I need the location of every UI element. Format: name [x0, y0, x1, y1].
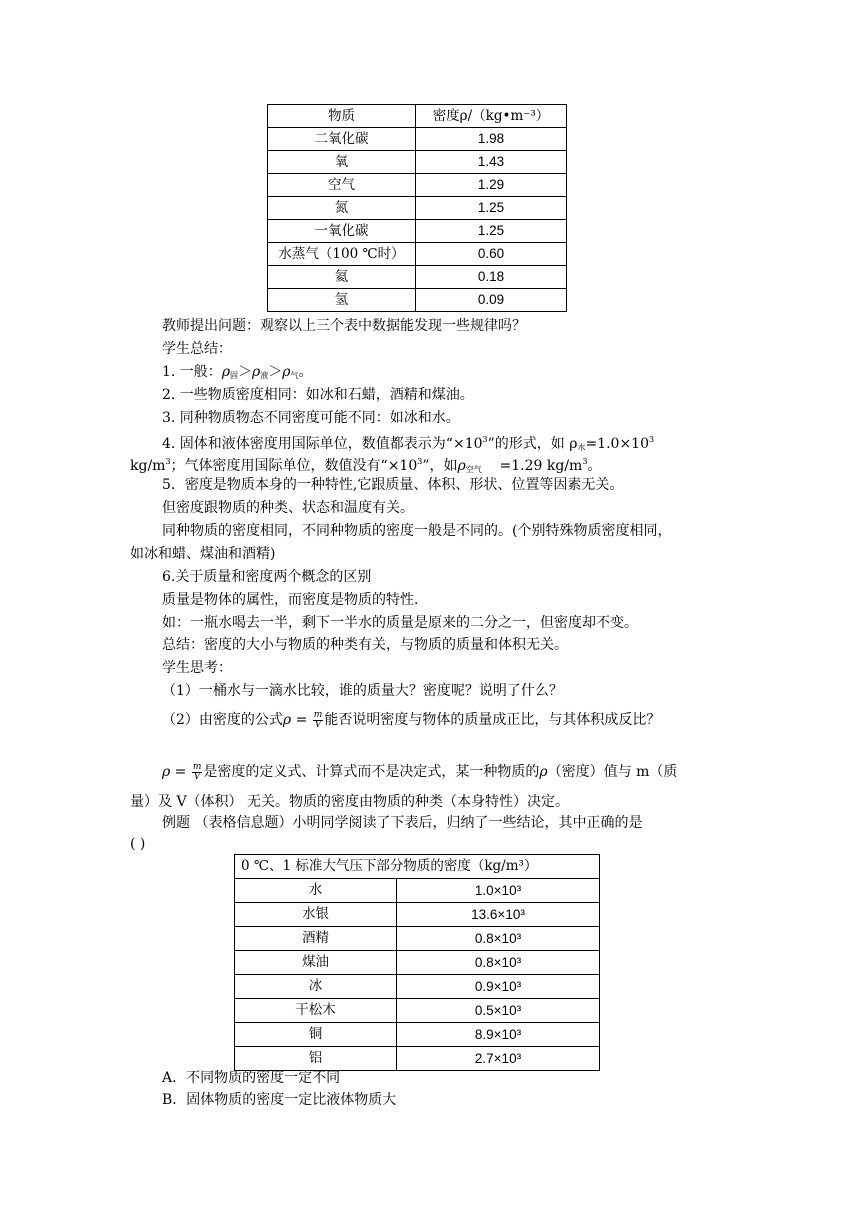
text-run: 4. 固体和液体密度用国际单位，数值都表示为“×10 — [162, 436, 483, 452]
subscript: 气 — [290, 371, 299, 380]
point-6-b: 如：一瓶水喝去一半，剩下一半水的质量是原来的二分之一，但密度却不变。 — [162, 615, 638, 631]
density-cell: 0.9×10³ — [397, 975, 600, 999]
density-cell: 2.7×10³ — [397, 1047, 600, 1071]
point-1-label: 1. 一般： — [162, 364, 222, 380]
option-b: B．固体物质的密度一定比液体物质大 — [162, 1092, 397, 1108]
table-row — [235, 999, 600, 1023]
text-run: ”，如 — [422, 458, 458, 474]
example-prompt: 例题 （表格信息题）小明同学阅读了下表后，归纳了一些结论，其中正确的是 — [162, 815, 643, 831]
numerator: m — [313, 709, 323, 720]
density-cell: 1.0×10³ — [397, 879, 600, 903]
superscript: 3 — [649, 435, 655, 444]
superscript: 3 — [165, 457, 171, 466]
substance-cell: 空气 — [268, 174, 416, 197]
table-header-row — [268, 105, 567, 128]
subscript: 空气 — [465, 465, 482, 474]
denominator: V — [193, 771, 201, 782]
definition-line-2: 量）及 V（体积） 无关。物质的密度由物质的种类（本身特性）决定。 — [130, 794, 570, 810]
superscript: 3 — [582, 457, 588, 466]
density-cell: 0.60 — [416, 243, 567, 266]
density-cell: 13.6×10³ — [397, 903, 600, 927]
header-cell: 密度ρ/（kg•m⁻³） — [416, 105, 567, 128]
substance-cell: 水银 — [235, 903, 397, 927]
rho-symbol: ρ — [457, 458, 466, 474]
equals: = — [291, 712, 312, 728]
denominator: V — [314, 719, 322, 730]
density-cell: 0.8×10³ — [397, 951, 600, 975]
point-2: 2. 一些物质密度相同：如冰和石蜡，酒精和煤油。 — [162, 387, 474, 403]
text-run: （2）由密度的公式 — [162, 712, 283, 728]
density-cell: 0.8×10³ — [397, 927, 600, 951]
table-row — [268, 128, 567, 151]
substance-cell: 水蒸气（100 ℃时） — [268, 243, 416, 266]
text-run: =1.29 kg/m — [499, 458, 583, 474]
table-row — [235, 951, 600, 975]
greater-than: ＞ — [238, 364, 253, 380]
density-cell: 1.43 — [416, 151, 567, 174]
substance-cell: 冰 — [235, 975, 397, 999]
table-caption-row — [235, 855, 600, 879]
substance-cell: 铝 — [235, 1047, 397, 1071]
answer-paren: ( ) — [130, 836, 146, 852]
table-row — [268, 220, 567, 243]
table-row — [235, 927, 600, 951]
text-run: ；气体密度用国际单位，数值没有“×10 — [170, 458, 418, 474]
table-row — [268, 151, 567, 174]
table-row — [235, 1023, 600, 1047]
text-run: 是密度的定义式、计算式而不是决定式，某一种物质的 — [203, 764, 540, 780]
definition-line-1 — [162, 762, 677, 782]
text-run: kg/m — [130, 458, 166, 474]
point-5-b: 但密度跟物质的种类、状态和温度有关。 — [162, 500, 414, 516]
subscript: 固 — [230, 371, 239, 380]
superscript: 3 — [417, 457, 423, 466]
substance-cell: 干松木 — [235, 999, 397, 1023]
point-1 — [162, 362, 313, 386]
formula-fraction — [192, 763, 203, 782]
substance-cell: 酒精 — [235, 927, 397, 951]
formula-fraction — [313, 711, 324, 730]
teacher-question: 教师提出问题：观察以上三个表中数据能发现一些规律吗？ — [162, 318, 526, 334]
density-cell: 0.09 — [416, 289, 567, 312]
table-row — [268, 197, 567, 220]
table-row — [235, 903, 600, 927]
rho-symbol: ρ — [282, 712, 292, 728]
point-6-a: 质量是物体的属性，而密度是物质的特性. — [162, 592, 419, 608]
rho-symbol: ρ — [162, 764, 171, 780]
substance-cell: 氢 — [268, 289, 416, 312]
substance-cell: 铜 — [235, 1023, 397, 1047]
subscript: 水 — [577, 443, 586, 452]
point-6-heading: 6.关于质量和密度两个概念的区别 — [162, 569, 372, 585]
density-cell: 8.9×10³ — [397, 1023, 600, 1047]
substance-cell: 氧 — [268, 151, 416, 174]
density-cell: 0.5×10³ — [397, 999, 600, 1023]
table-row — [268, 289, 567, 312]
point-6-c: 总结：密度的大小与物质的种类有关，与物质的质量和体积无关。 — [162, 637, 568, 653]
table-row — [235, 1047, 600, 1071]
point-5-c: 同种物质的密度相同，不同种物质的密度一般是不同的。(个别特殊物质密度相同， — [162, 523, 672, 539]
table-row — [235, 975, 600, 999]
substance-cell: 氦 — [268, 266, 416, 289]
table-row — [268, 243, 567, 266]
table-caption: 0 ℃、1 标准大气压下部分物质的密度（kg/m³） — [235, 855, 600, 879]
summary-title: 学生总结： — [162, 341, 232, 357]
gas-density-table — [267, 104, 567, 312]
point-3: 3. 同种物质物态不同密度可能不同：如冰和水。 — [162, 410, 460, 426]
subscript: 液 — [260, 371, 269, 380]
equals: = — [170, 764, 191, 780]
text-run: =1.0×10 — [585, 436, 649, 452]
header-cell: 物质 — [268, 105, 416, 128]
student-think: 学生思考： — [162, 660, 232, 676]
option-a: A．不同物质的密度一定不同 — [162, 1070, 341, 1086]
table-row — [268, 266, 567, 289]
density-cell: 1.25 — [416, 197, 567, 220]
rho-symbol: ρ — [221, 364, 231, 380]
substance-cell: 水 — [235, 879, 397, 903]
text-run: ”的形式，如 ρ — [487, 436, 578, 452]
substance-cell: 氮 — [268, 197, 416, 220]
rho-symbol: ρ — [539, 764, 548, 780]
rho-symbol: ρ — [282, 364, 291, 380]
density-cell: 1.98 — [416, 128, 567, 151]
point-5-d: 如冰和蜡、煤油和酒精) — [130, 546, 276, 562]
greater-than: ＞ — [268, 364, 283, 380]
question-2 — [162, 710, 660, 730]
text-run: 。 — [587, 458, 602, 474]
text-run: 能否说明密度与物体的质量成正比，与其体积成反比？ — [324, 712, 661, 728]
density-cell: 1.29 — [416, 174, 567, 197]
point-5: 5．密度是物质本身的一种特性,它跟质量、体积、形状、位置等因素无关。 — [162, 477, 624, 493]
substance-cell: 一氧化碳 — [268, 220, 416, 243]
substance-cell: 二氧化碳 — [268, 128, 416, 151]
period: 。 — [298, 364, 313, 380]
numerator: m — [192, 761, 202, 772]
text-run: （密度）值与 m（质 — [547, 764, 678, 780]
substance-cell: 煤油 — [235, 951, 397, 975]
rho-symbol: ρ — [252, 364, 261, 380]
superscript: 3 — [482, 435, 488, 444]
density-cell: 1.25 — [416, 220, 567, 243]
density-table-0c — [234, 854, 600, 1071]
question-1: （1）一桶水与一滴水比较，谁的质量大？密度呢？说明了什么？ — [162, 683, 563, 699]
table-row — [235, 879, 600, 903]
table-row — [268, 174, 567, 197]
density-cell: 0.18 — [416, 266, 567, 289]
